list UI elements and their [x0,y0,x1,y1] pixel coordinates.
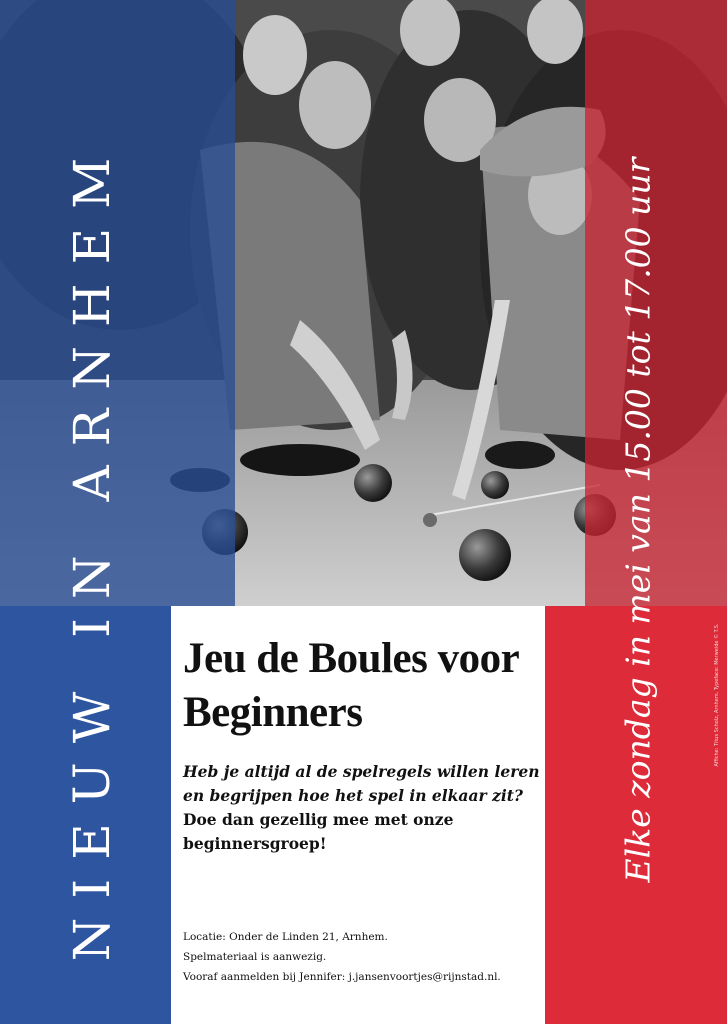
detail-material: Spelmateriaal is aanwezig. [183,951,327,963]
poster-title [183,632,539,740]
title-line-2: Beginners [183,689,363,736]
intro-line-3: Doe dan gezellig mee met onze [183,810,454,829]
credit-text: Affiche: Titus Scholz, Arnhem. Typeface: Merweide © T.S. [714,623,720,767]
detail-signup: Vooraf aanmelden bij Jennifer: j.jansenvoortjes@rijnstad.nl. [183,971,501,983]
schedule-text: Elke zondag in mei van 15.00 tot 17.00 uur [618,157,658,883]
event-details [183,927,501,987]
detail-location: Locatie: Onder de Linden 21, Arnhem. [183,931,388,943]
main-content [183,632,539,856]
intro-line-4: beginnersgroep! [183,834,327,853]
headline-nieuw-in-arnhem: NIEUW IN ARNHEM [63,138,121,962]
intro-line-2: en begrijpen hoe het spel in elkaar zit? [183,786,523,805]
title-line-1: Jeu de Boules voor [183,635,520,682]
intro-line-1: Heb je altijd al de spelregels willen leren [183,762,540,781]
intro-text [183,760,539,856]
